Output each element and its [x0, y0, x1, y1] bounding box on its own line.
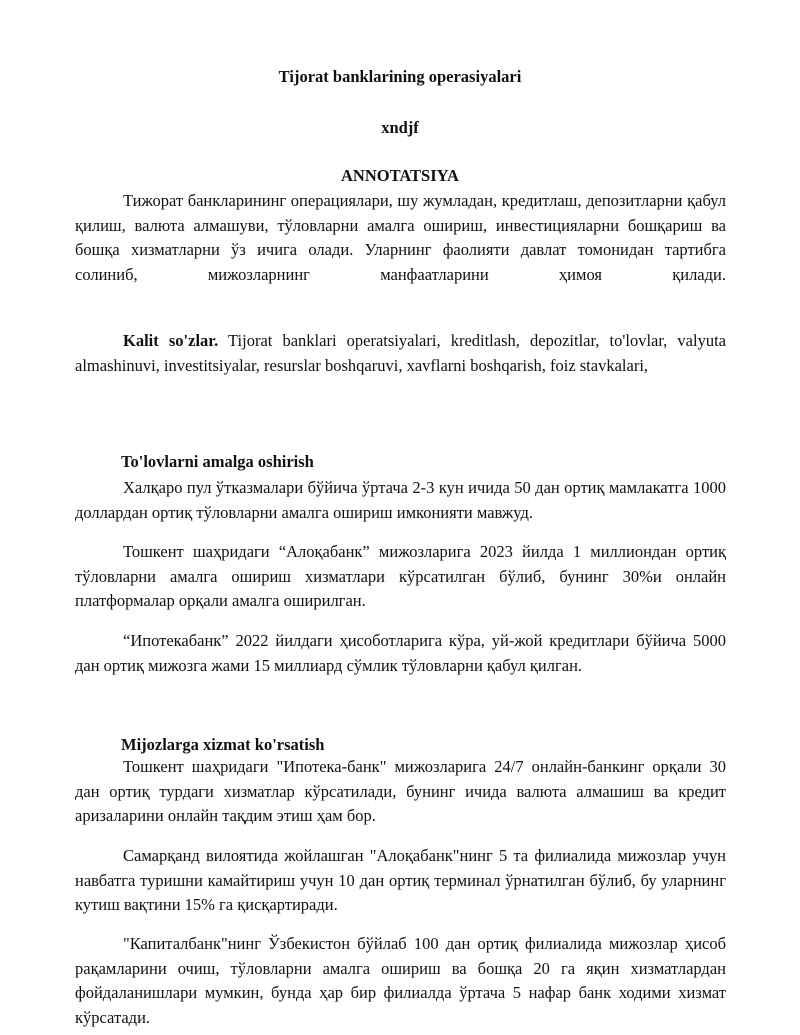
service-paragraph-3: "Капиталбанк"нинг Ўзбекистон бўйлаб 100 дан ортиқ филиалида мижозлар ҳисоб рақамларини очиш, тўловларни амалга ошириш ва бошқа 20 га яқин хизматлардан фойдаланишлари мумкин, бунда ҳар бир филиалда ўртача 5 нафар банк ходими хизмат кўрсатади.: [75, 934, 726, 1027]
service-paragraph-2: Самарқанд вилоятида жойлашган "Алоқабанк"нинг 5 та филиалида мижозлар учун навбатга туришни камайтириш учун 10 дан ортиқ терминал ўрнатилган бўлиб, бу уларнинг кутиш вақтини 15% га қисқартиради.: [75, 846, 726, 914]
document-title: Tijorat banklarining operasiyalari: [278, 67, 522, 86]
service-paragraph-1: Тошкент шаҳридаги "Ипотека-банк" мижозларига 24/7 онлайн-банкинг орқали 30 дан ортиқ турдаги хизматлар кўрсатилади, бунинг ичида валюта алмашиш ва кредит аризаларини онлайн тақдим этиш ҳам бор.: [75, 757, 726, 825]
keywords-paragraph: [75, 329, 726, 378]
annotation-text: Тижорат банкларининг операциялари, шу жумладан, кредитлаш, депозитларни қабул қилиш, валюта алмашуви, тўловларни амалга ошириш, инвестицияларни бошқариш ва бошқа хизматларни ўз ичига олади. Уларнинг фаолияти давлат томонидан тартибга солиниб, мижозларнинг манфаатларини ҳимоя қилади.: [75, 191, 726, 284]
payments-paragraph-1: Халқаро пул ўтказмалари бўйича ўртача 2-3 кун ичида 50 дан ортиқ мамлакатга 1000 доллардан ортиқ тўловларни амалга ошириш имконияти мавжуд.: [75, 478, 726, 522]
annotation-heading: ANNOTATSIYA: [341, 166, 459, 185]
keywords-label: Kalit so'zlar.: [123, 331, 219, 350]
author-name: xndjf: [381, 118, 419, 137]
payments-paragraph-2: Тошкент шаҳридаги “Алоқабанк” мижозларига 2023 йилда 1 миллиондан ортиқ тўловларни амалга ошириш хизматлари кўрсатилган бўлиб, бунинг 30%и онлайн платформалар орқали амалга оширилган.: [75, 542, 726, 610]
section-heading-customer-service: Mijozlarga xizmat ko'rsatish: [121, 735, 325, 754]
keywords-text: Tijorat banklari operatsiyalari, kreditlash, depozitlar, to'lovlar, valyuta almashinuvi, investitsiyalar, resurslar boshqaruvi, xavflarni boshqarish, foiz stavkalari,: [75, 331, 726, 375]
section-heading-payments: To'lovlarni amalga oshirish: [121, 452, 314, 471]
payments-paragraph-3: “Ипотекабанк” 2022 йилдаги ҳисоботларига кўра, уй-жой кредитлари бўйича 5000 дан ортиқ мижозга жами 15 миллиард сўмлик тўловларни қабул қилган.: [75, 631, 726, 675]
